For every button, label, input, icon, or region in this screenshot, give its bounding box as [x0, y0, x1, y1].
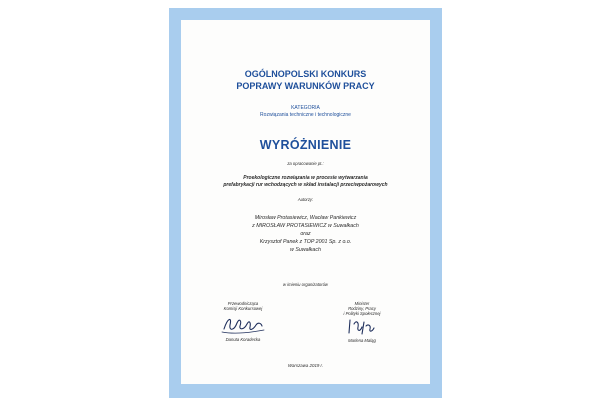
authors-line-4: Krzysztof Panek z TOP 2001 Sp. z o.o.: [259, 239, 352, 245]
certificate-sheet: [181, 20, 430, 384]
authors-line-5: w Suwałkach: [290, 247, 321, 253]
right-signatory: [317, 301, 407, 343]
authors-label: Autorzy:: [297, 197, 314, 202]
authors-line-3: oraz: [300, 231, 311, 237]
work-title-line-2: prefabrykacji rur wchodzących w skład instalacji przeciwpożarowych: [223, 182, 388, 188]
right-signatory-role-1: Minister: [354, 301, 370, 306]
place-date: Warszawa 2019 r.: [287, 363, 324, 368]
right-signatory-name: Marlena Maląg: [348, 338, 376, 344]
title-line-2: POPRAWY WARUNKÓW PRACY: [236, 81, 375, 91]
certificate-frame: [169, 8, 442, 398]
for-label: za opracowanie pt.:: [287, 161, 324, 166]
organizers-label: w imieniu organizatorów: [283, 282, 328, 287]
left-signatory: [198, 301, 288, 342]
left-signatory-role-2: Komisji Konkursowej: [223, 306, 263, 312]
work-title-line-1: Proekologiczne rozwiązania w procesie wytwarzania: [243, 175, 368, 181]
right-signatory-role-3: i Polityki Społecznej: [343, 311, 381, 317]
category-label: KATEGORIA: [291, 105, 320, 111]
left-signature-image: [218, 311, 268, 337]
authors-line-2: z MIROSŁAW PROTASIEWICZ w Suwałkach: [252, 223, 359, 229]
category-value: Rozwiązania techniczne i technologiczne: [260, 112, 351, 118]
left-signatory-role-1: Przewodnicząca: [227, 301, 259, 306]
title-line-1: OGÓLNOPOLSKI KONKURS: [244, 69, 367, 79]
authors-line-1: Mirosław Protasiewicz, Wacław Pankiewicz: [254, 215, 357, 221]
right-signature-image: [340, 316, 384, 338]
right-signatory-role-2: Rodziny, Pracy: [348, 306, 376, 312]
left-signatory-name: Danuta Koradecka: [225, 337, 261, 343]
award-title: WYRÓŻNIENIE: [259, 138, 352, 152]
